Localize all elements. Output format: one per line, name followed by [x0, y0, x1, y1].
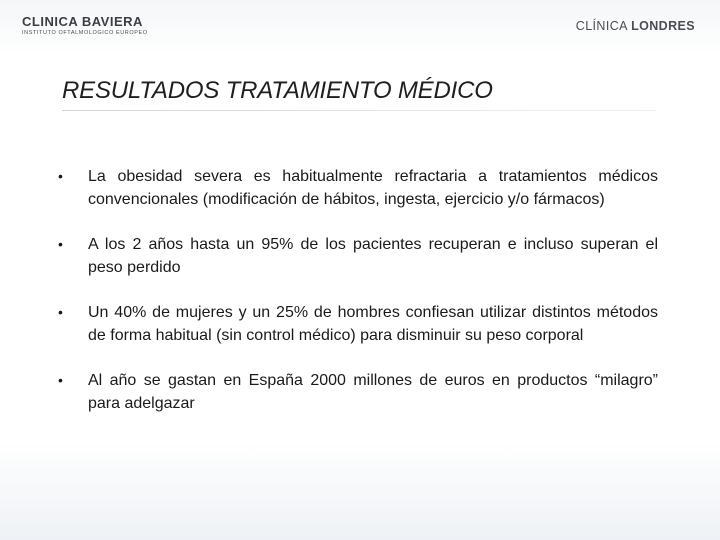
- clinica-londres-logo: [576, 19, 695, 33]
- bullet-dot-icon: •: [58, 168, 63, 184]
- clinica-baviera-logo: [22, 15, 172, 37]
- clinica-baviera-logo-name: CLINICA BAVIERA: [22, 14, 143, 29]
- bullet-item-self-medication: [58, 301, 658, 347]
- bullet-text: Un 40% de mujeres y un 25% de hombres confiesan utilizar distintos métodos de forma habitual (sin control médico) para disminuir su peso corporal: [88, 304, 658, 344]
- bullet-text: A los 2 años hasta un 95% de los pacientes recuperan e incluso superan el peso perdido: [88, 236, 658, 276]
- bullet-dot-icon: •: [58, 304, 63, 320]
- bullet-list: [58, 165, 658, 415]
- bullet-text: Al año se gastan en España 2000 millones de euros en productos “milagro” para adelgazar: [88, 372, 658, 412]
- title-divider: [62, 110, 657, 111]
- bullet-text: La obesidad severa es habitualmente refractaria a tratamientos médicos convencionales (modificación de hábitos, ingesta, ejercicio y/o fármacos): [88, 168, 658, 208]
- bullet-item-miracle-products-spending: [58, 369, 658, 415]
- bullet-item-weight-regain: [58, 233, 658, 279]
- clinica-londres-logo-second: LONDRES: [631, 19, 695, 33]
- slide-title: RESULTADOS TRATAMIENTO MÉDICO: [62, 77, 493, 104]
- bullet-dot-icon: •: [58, 372, 63, 388]
- bullet-dot-icon: •: [58, 236, 63, 252]
- clinica-londres-logo-first: CLÍNICA: [575, 19, 632, 33]
- bullet-item-obesity-refractory: [58, 165, 658, 211]
- clinica-baviera-logo-tagline: INSTITUTO OFTALMOLOGICO EUROPEO: [22, 30, 148, 36]
